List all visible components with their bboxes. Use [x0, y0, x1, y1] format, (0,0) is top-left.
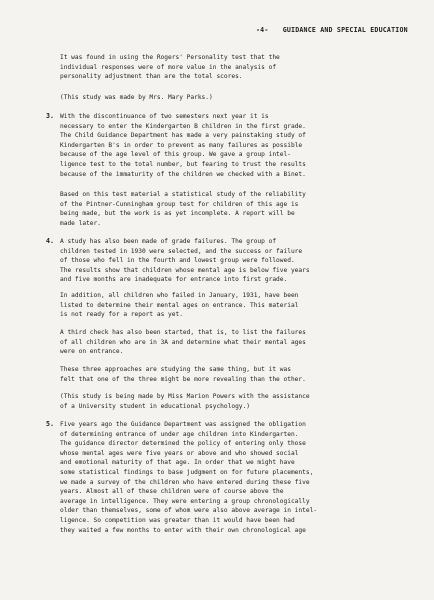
paragraph-third-check [60, 328, 306, 357]
paragraph-january-failures [60, 291, 298, 320]
text-line: (This study is being made by Miss Marion Powers with the assistance [60, 393, 310, 400]
text-line: years. Almost all of these children were of course above the [60, 488, 284, 496]
text-line: personality adjustment than are the total scores. [60, 73, 243, 81]
text-line: of those who fell in the fourth and lowest group were followed. [60, 257, 295, 265]
section-number-3: 3. [46, 112, 54, 120]
study-credit-parks [60, 93, 213, 103]
text-line: older than themselves, some of whom were also above average in intel- [60, 507, 318, 515]
text-line: because of the immaturity of the children we checked with a Binet. [60, 170, 306, 178]
text-line: Based on this test material a statistical study of the reliability [60, 191, 306, 198]
paragraph-three-approaches [60, 365, 306, 384]
text-line: The guidance director determined the policy of entering only those [60, 440, 306, 448]
text-line: It was found in using the Rogers' Personality test that the [60, 54, 280, 61]
text-line: Kindergarten B's in order to prevent as many failures as possible [60, 141, 303, 149]
text-line: because of the age level of this group. We gave a group intel- [60, 151, 291, 159]
text-line: A third check has also been started, that is, to list the failures [60, 329, 306, 336]
paragraph-kindergarten-study [60, 112, 306, 179]
text-line: they waited a few months to enter with their own chronological age [60, 526, 306, 534]
text-line: The results show that children whose mental age is below five years [60, 266, 310, 274]
text-line: (This study was made by Mrs. Mary Parks.) [60, 94, 213, 101]
text-line: whose mental ages were five years or above and who showed social [60, 449, 299, 457]
text-line: of determining entrance of under age children into Kindergarten. [60, 430, 299, 438]
text-line: children tested in 1930 were selected, and the success or failure [60, 247, 303, 255]
text-line: and emotional maturity of that age. In order that we might have [60, 459, 295, 467]
paragraph-grade-failures [60, 237, 310, 285]
text-line: necessary to enter the Kindergarten B children in the first grade. [60, 122, 306, 130]
text-line: felt that one of the three might be more revealing than the other. [60, 375, 306, 383]
study-credit-powers [60, 392, 310, 411]
text-line: is not ready for a report as yet. [60, 311, 183, 319]
text-line: of all children who are in 3A and determine what their mental ages [60, 338, 306, 346]
section-number-5: 5. [46, 420, 54, 428]
paragraph-pintner-cunningham [60, 190, 306, 228]
text-line: of a University student in educational psychology.) [60, 402, 250, 410]
text-line: With the discontinuance of two semesters next year it is [60, 113, 269, 120]
text-line: A study has also been made of grade failures. The group of [60, 238, 277, 245]
text-line: of the Pintner-Cunningham group test for children of this age is [60, 200, 299, 208]
paragraph-rogers-test [60, 53, 280, 82]
text-line: individual responses were of more value in the analysis of [60, 63, 277, 71]
paragraph-under-age-entrance [60, 420, 317, 535]
section-number-4: 4. [46, 237, 54, 245]
text-line: ligence. So competition was greater than it would have been had [60, 516, 295, 524]
page-header [256, 26, 408, 34]
text-line: we made a survey of the children who have entered during these five [60, 478, 310, 486]
text-line: some statistical findings to base judgment on for future placements, [60, 468, 314, 476]
text-line: Five years ago the Guidance Department was assigned the obligation [60, 421, 306, 428]
text-line: ligence test to the total number, but fearing to trust the results [60, 160, 306, 168]
text-line: In addition, all children who failed in January, 1931, have been [60, 292, 299, 299]
text-line: were on entrance. [60, 348, 124, 356]
page-number: -4- [256, 26, 269, 34]
text-line: and five months are inadequate for entrance into first grade. [60, 276, 288, 284]
text-line: The Child Guidance Department has made a very painstaking study of [60, 132, 306, 140]
text-line: These three approaches are studying the same thing, but it was [60, 366, 291, 373]
text-line: made later. [60, 219, 101, 227]
text-line: average in intelligence. They were entering a group chronologically [60, 497, 310, 505]
running-title: GUIDANCE AND SPECIAL EDUCATION [282, 26, 408, 34]
text-line: listed to determine their mental ages on entrance. This material [60, 301, 299, 309]
text-line: being made, but the work is as yet incomplete. A report will be [60, 210, 295, 218]
